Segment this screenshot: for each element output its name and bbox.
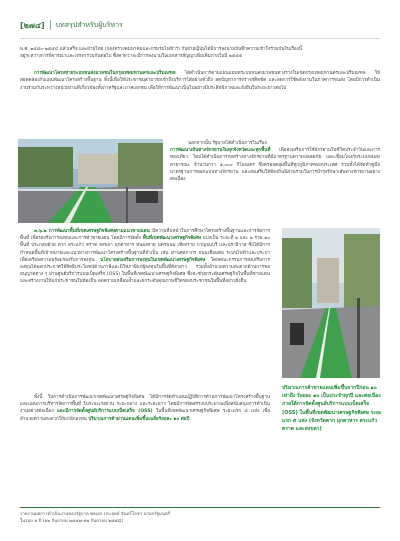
- right-column-text: [170, 140, 380, 183]
- page-number: [๒๗๔]: [20, 20, 45, 30]
- page-header: [20, 14, 380, 36]
- lower-body-1: ทั้งนี้ ในการดำเนินการพัฒนาเขตพัฒนาเศรษฐกิจพิเศษ ได้มีการจัดทำแผนปฏิบัติการด้านการพัฒนาโครงสร้างพื้นฐาน และแผนการบริหารจัดการพื้นที่ ในระยะเร่งด่วน ระยะกลาง และระยะยาว โดยมีการจัดสรรงบประมาณเพื่อสนับสนุนการดำเนินงานอย่างต่อเนื่อง: [20, 395, 270, 415]
- street-bike-lane-photo: [282, 228, 380, 378]
- transport-paragraph: [20, 70, 380, 92]
- transport-heading: การพัฒนาโครงข่ายระบบขนส่งมวลชนในกรุงเทพมหานครและปริมณฑล: [34, 71, 176, 76]
- main-highlight-2: นโยบายส่งเสริมการลงทุนในเขตพัฒนาเศรษฐกิจพิเศษ: [100, 257, 206, 263]
- lower-highlight-2: ปริมาณการค้าผ่านแดนเพิ่มขึ้นเฉลี่ยร้อยละ ๑๐ ต่อปี: [88, 416, 190, 422]
- main-highlight-1: พื้นที่เขตพัฒนาเศรษฐกิจพิเศษ: [142, 236, 202, 242]
- page-footer: [20, 511, 380, 525]
- header-divider: [20, 38, 380, 39]
- bike-lane-photo: [18, 139, 163, 223]
- intro-paragraph: [20, 46, 380, 61]
- main-body-1: มีความคืบหน้าในการศึกษาโครงสร้างพื้นฐานและการจัดการพื้นที่ เพื่อรองรับการลงทุนและการค้าชายแดน โดยมีการจัดตั้ง: [20, 229, 270, 242]
- photo-caption: ปริมาณการค้าชายแดนเพิ่มขึ้นจากปีก่อน ๑๐ เท่าถึง ร้อยละ ๑๐ เป็นประจำทุกปี และต่อเนื่อง ภายใต้การจัดตั้งศูนย์บริการแบบเบ็ดเสร็จ (OSS) ในพื้นที่เขตพัฒนาเศรษฐกิจพิเศษ ระยะแรก ๕ แห่ง (จังหวัดตาก มุกดาหาร สระแก้ว ตราด และสงขลา): [282, 385, 382, 433]
- lower-paragraph: [20, 394, 270, 423]
- intro-line-1: พ.ศ. ๒๕๕๐-๒๕๕๔ แล้วเสร็จ และฝ่ายไทย (กองทรวงคมนาคมและกรมรถไฟฟ้าฯ) กับฝ่ายญี่ปุ่นได้มีการลงนามบันทึกความเข้าใจร่วมกันในเรื่องนี้: [20, 47, 303, 52]
- bike-body: เพื่อส่งเสริมการใช้จักรยานในชีวิตประจำวันและการท่องเที่ยว โดยได้ดำเนินการก่อสร้างทางจักรยานที่มีมาตรฐานความปลอดภัย และเชื่อมโยงกับระบบขนส่งสาธารณะ จำนวนกว่า ๑,๐๐๐ กิโลเมตร ซึ่งครอบคลุมพื้นที่ทุกภูมิภาคของประเทศ รวมทั้งได้จัดทำคู่มือมาตรฐานการออกแบบทางจักรยาน และส่งเสริมให้ท้องถิ่นมีส่วนร่วมในการบำรุงรักษาเส้นทางจักรยานอย่างต่อเนื่อง: [170, 148, 380, 183]
- main-body-2: แบ่งเป็น ระยะที่ ๑ และ ๒ รวม ๑๐ พื้นที่ ประกอบด้วย ตาก สระแก้ว ตราด สงขลา มุกดาหาร หนองคาย นครพนม เชียงราย กาญจนบุรี และนราธิวาส ซึ่งได้มีการกำหนดพื้นที่เป้าหมายและแนวทางการพัฒนาโครงสร้างพื้นฐานที่จำเป็น เช่น ด่านศุลกากร ถนนเชื่อมต่อ ระบบไฟฟ้าและประปา เพื่อเตรียมความพร้อมรองรับการลงทุน: [20, 236, 270, 263]
- section-title: บทสรุปสำหรับผู้บริหาร: [55, 20, 123, 29]
- lower-body-2: ในพื้นที่เขตพัฒนาเศรษฐกิจพิเศษ ระยะแรก ๕ แห่ง เพื่ออำนวยความสะดวกให้แก่นักลงทุน: [20, 409, 270, 422]
- header-separator: [50, 20, 51, 30]
- footer-line-1: รายงานผลการดำเนินงานของรัฐบาล พลเอก ประยุทธ์ จันทร์โอชา นายกรัฐมนตรี: [20, 512, 171, 517]
- main-paragraph: [20, 228, 270, 286]
- bike-intro: นอกจากนั้น รัฐบาลได้ดำเนินการในเรื่อง: [188, 141, 267, 146]
- main-body-3: โดยคณะกรรมการส่งเสริมการลงทุนได้ออกประกาศให้สิทธิประโยชน์ด้านภาษีและมิใช่ภาษีแก่ผู้ลงทุนในพื้นที่ดังกล่าว รวมทั้งอำนวยความสะดวกด้านการขออนุญาตต่าง ๆ ผ่านศูนย์บริการแบบเบ็ดเสร็จ (OSS) ในพื้นที่เขตพัฒนาเศรษฐกิจพิเศษ ซึ่งจะช่วยกระตุ้นเศรษฐกิจในพื้นที่ชายแดนและสร้างงานให้แก่ประชาชนในท้องถิ่น ลดความเหลื่อมล้ำและยกระดับคุณภาพชีวิตของประชาชนในพื้นที่อย่างยั่งยืน: [20, 257, 270, 285]
- footer-divider: [20, 507, 380, 508]
- transport-body: ได้ดำเนินการตามแผนแม่บทระบบขนส่งมวลชนทางรางในเขตกรุงเทพมหานครและปริมณฑล ให้สอดคล้องกับแผนพัฒนาโครงสร้างพื้นฐาน ทั้งนี้เพื่อให้ประชาชนสามารถเข้าถึงบริการได้อย่างทั่วถึง ลดปัญหาการจราจรติดขัด และลดการใช้พลังงานในภาคการขนส่ง โดยมีการดำเนินงานร่วมกันระหว่างหน่วยงานที่เกี่ยวข้องทั้งภาครัฐและภาคเอกชน เพื่อให้การพัฒนาเป็นไปอย่างมีประสิทธิภาพและยั่งยืนในระยะยาวต่อไป: [20, 71, 380, 91]
- intro-line-2: อยู่ระหว่างการพิจารณาและเจรจาร่วมกันต่อไป ซึ่งคาดว่าจะมีการลงนามในเอกสารสัญญาเพิ่มเติมภายในปี ๒๕๕๕: [20, 54, 243, 60]
- main-number: ๓.๖.๒: [34, 229, 47, 234]
- lower-highlight-1: และมีการจัดตั้งศูนย์บริการแบบเบ็ดเสร็จ (OSS): [56, 409, 153, 415]
- bike-heading: การพัฒนาเส้นทางจักรยานในทุกจังหวัดและทุกพื้นที่: [170, 148, 271, 154]
- main-heading: การพัฒนาพื้นที่เขตเศรษฐกิจพิเศษตามแนวชายแดน: [48, 229, 150, 234]
- footer-line-2: ในรอบ ๑ ปี (๑๒ กันยายน ๒๕๕๗-๑๒ กันยายน ๒๕๕๘): [20, 519, 123, 524]
